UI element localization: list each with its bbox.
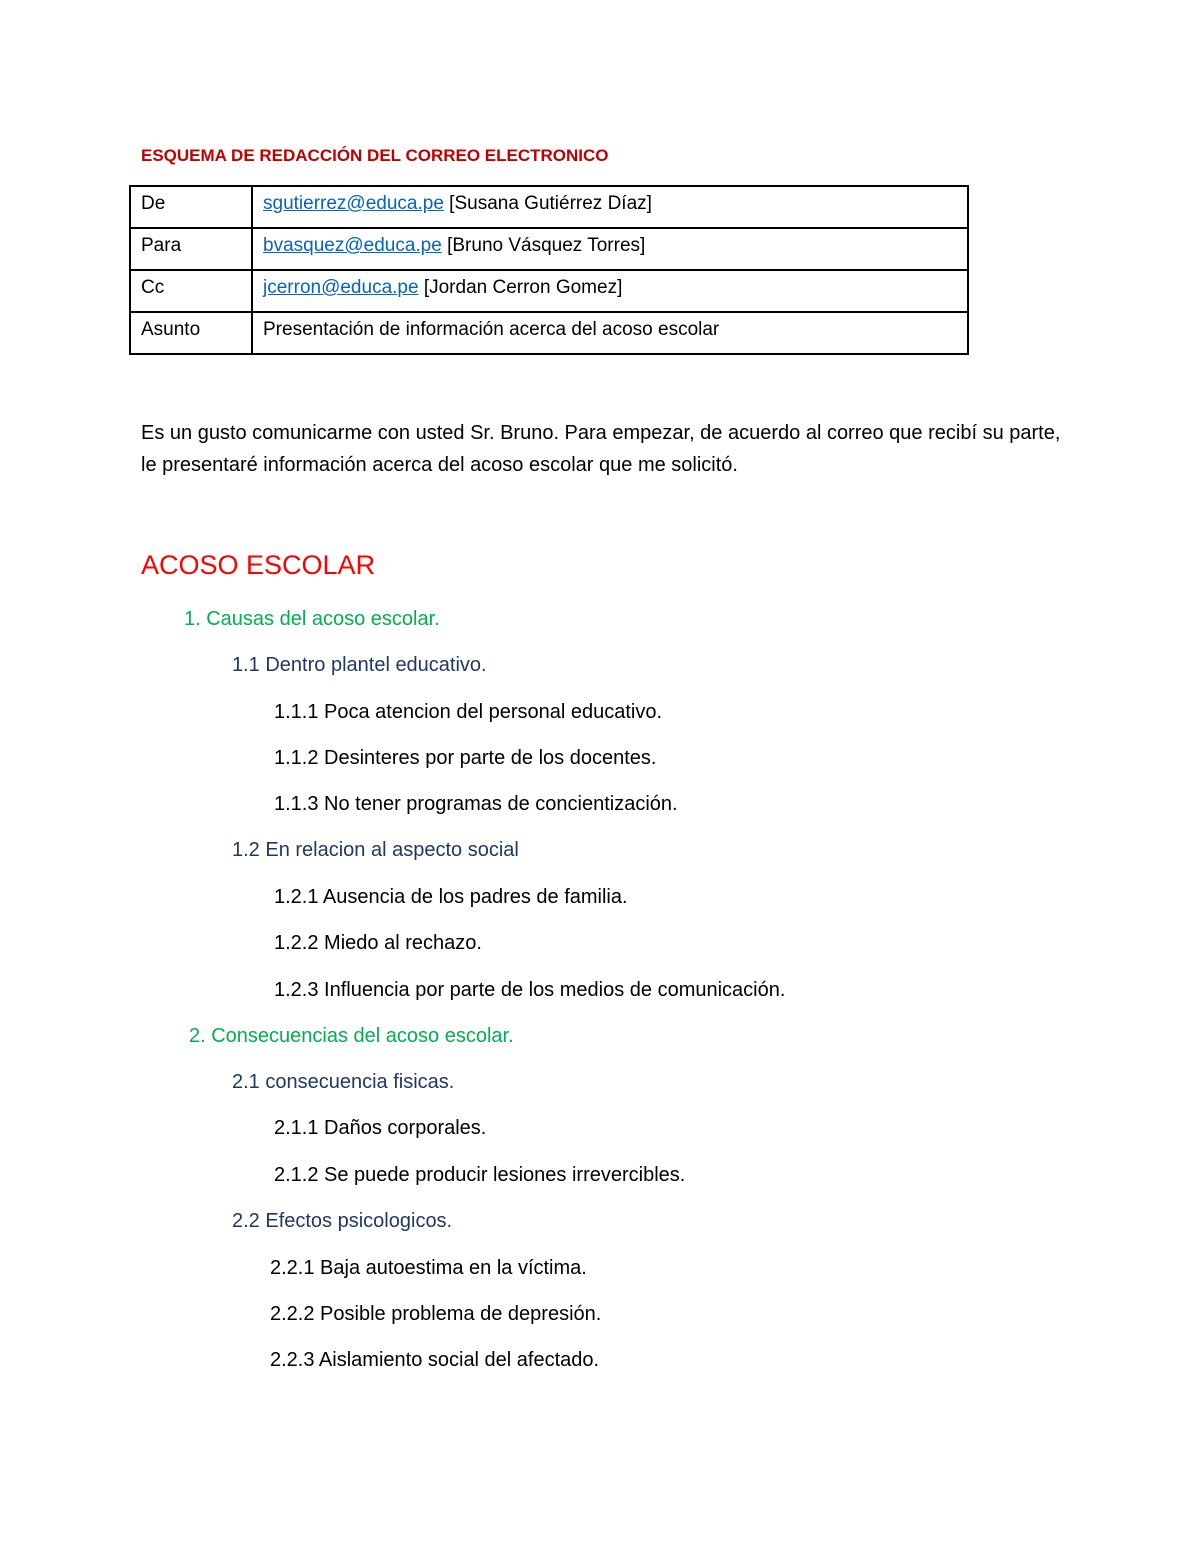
outline-item-1-2: 1.2 En relacion al aspecto social bbox=[232, 839, 519, 861]
outline-item-1-2-3: 1.2.3 Influencia por parte de los medios de comunicación. bbox=[274, 979, 786, 1001]
cc-label: Cc bbox=[130, 270, 252, 312]
outline-item-2-1: 2.1 consecuencia fisicas. bbox=[232, 1071, 455, 1093]
outline-item-2-1-2: 2.1.2 Se puede producir lesiones irrevercibles. bbox=[274, 1164, 686, 1186]
cc-email-link[interactable]: jcerron@educa.pe bbox=[263, 277, 419, 298]
section-heading: ACOSO ESCOLAR bbox=[141, 550, 376, 580]
outline-item-1-1-2: 1.1.2 Desinteres por parte de los docentes. bbox=[274, 747, 657, 769]
outline-item-causas: 1. Causas del acoso escolar. bbox=[184, 608, 440, 630]
email-header-table bbox=[129, 185, 969, 355]
outline-item-1-1: 1.1 Dentro plantel educativo. bbox=[232, 654, 487, 676]
from-name: [Susana Gutiérrez Díaz] bbox=[449, 193, 652, 214]
table-row-cc bbox=[130, 270, 968, 312]
intro-paragraph: Es un gusto comunicarme con usted Sr. Bruno. Para empezar, de acuerdo al correo que recibí su parte, le presentaré información acerca del acoso escolar que me solicitó. bbox=[141, 422, 1061, 476]
outline-item-1-2-2: 1.2.2 Miedo al rechazo. bbox=[274, 932, 482, 954]
outline-item-2-2: 2.2 Efectos psicologicos. bbox=[232, 1210, 453, 1232]
cc-name: [Jordan Cerron Gomez] bbox=[423, 277, 623, 298]
outline-item-consecuencias: 2. Consecuencias del acoso escolar. bbox=[189, 1025, 514, 1047]
outline-item-2-2-3: 2.2.3 Aislamiento social del afectado. bbox=[270, 1349, 600, 1371]
outline-item-1-2-1: 1.2.1 Ausencia de los padres de familia. bbox=[274, 886, 628, 908]
outline-item-2-2-1: 2.2.1 Baja autoestima en la víctima. bbox=[270, 1257, 587, 1279]
document-title: ESQUEMA DE REDACCIÓN DEL CORREO ELECTRONICO bbox=[141, 146, 609, 165]
cc-value bbox=[252, 270, 968, 312]
outline-item-1-1-3: 1.1.3 No tener programas de concientización. bbox=[274, 793, 678, 815]
subject-value: Presentación de información acerca del acoso escolar bbox=[252, 312, 968, 354]
table-row-to bbox=[130, 228, 968, 270]
to-name: [Bruno Vásquez Torres] bbox=[447, 235, 646, 256]
to-email-link[interactable]: bvasquez@educa.pe bbox=[263, 235, 442, 256]
to-value bbox=[252, 228, 968, 270]
outline-item-1-1-1: 1.1.1 Poca atencion del personal educativo. bbox=[274, 701, 663, 723]
outline-item-2-2-2: 2.2.2 Posible problema de depresión. bbox=[270, 1303, 602, 1325]
to-label: Para bbox=[130, 228, 252, 270]
table-row-subject bbox=[130, 312, 968, 354]
subject-label: Asunto bbox=[130, 312, 252, 354]
table-row-from bbox=[130, 186, 968, 228]
from-value bbox=[252, 186, 968, 228]
from-label: De bbox=[130, 186, 252, 228]
from-email-link[interactable]: sgutierrez@educa.pe bbox=[263, 193, 444, 214]
outline-item-2-1-1: 2.1.1 Daños corporales. bbox=[274, 1117, 487, 1139]
